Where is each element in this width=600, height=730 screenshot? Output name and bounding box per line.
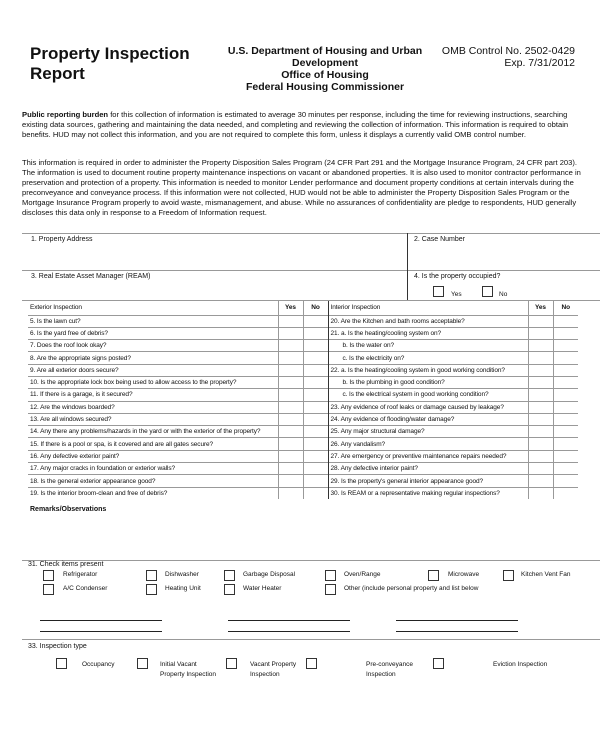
item-checkbox[interactable]: [43, 570, 54, 581]
exterior-no-cell[interactable]: [303, 475, 328, 487]
exterior-no-cell[interactable]: [303, 426, 328, 438]
interior-yes-cell[interactable]: [528, 426, 553, 438]
interior-yes-cell[interactable]: [528, 364, 553, 376]
occupied-label: 4. Is the property occupied?: [414, 273, 501, 280]
item-checkbox[interactable]: [428, 570, 439, 581]
interior-yes-cell[interactable]: [528, 487, 553, 499]
exterior-no-cell[interactable]: [303, 376, 328, 388]
inspection-type-checkbox[interactable]: [56, 658, 67, 669]
exterior-no-cell[interactable]: [303, 315, 328, 327]
exterior-no-cell[interactable]: [303, 463, 328, 475]
table-row: [28, 426, 578, 438]
exterior-question: 14. Any there any problems/hazards in the yard or with the exterior of the property?: [28, 426, 278, 438]
interior-question: 27. Are emergency or preventive maintenance repairs needed?: [328, 450, 528, 462]
interior-no-cell[interactable]: [553, 475, 578, 487]
occupied-no-checkbox[interactable]: [482, 286, 493, 297]
exterior-yes-cell[interactable]: [278, 315, 303, 327]
exterior-yes-cell[interactable]: [278, 413, 303, 425]
exterior-yes-cell[interactable]: [278, 389, 303, 401]
interior-yes-cell[interactable]: [528, 389, 553, 401]
no-header: No: [303, 301, 328, 315]
table-row: [28, 340, 578, 352]
interior-yes-cell[interactable]: [528, 450, 553, 462]
interior-yes-cell[interactable]: [528, 376, 553, 388]
exterior-no-cell[interactable]: [303, 327, 328, 339]
inspection-type-label: Initial Vacant Property Inspection: [160, 661, 217, 678]
item-checkbox[interactable]: [43, 584, 54, 595]
omb-block: [430, 45, 575, 69]
exterior-yes-cell[interactable]: [278, 340, 303, 352]
exterior-question: 17. Any major cracks in foundation or exterior walls?: [28, 463, 278, 475]
interior-question: 30. Is REAM or a representative making regular inspections?: [328, 487, 528, 499]
burden-statement: [22, 110, 582, 140]
exterior-question: 15. If there is a pool or spa, is it covered and are all gates secure?: [28, 438, 278, 450]
exterior-no-cell[interactable]: [303, 450, 328, 462]
table-row: [28, 315, 578, 327]
interior-question: 20. Are the Kitchen and bath rooms acceptable?: [328, 315, 528, 327]
occupied-yes-label: Yes: [451, 291, 462, 298]
interior-no-cell[interactable]: [553, 364, 578, 376]
exterior-question: 6. Is the yard free of debris?: [28, 327, 278, 339]
interior-no-cell[interactable]: [553, 340, 578, 352]
interior-yes-cell[interactable]: [528, 463, 553, 475]
inspection-type-label: Vacant Property Inspection: [250, 661, 297, 678]
inspection-table: [28, 301, 578, 499]
exterior-question: 12. Are the windows boarded?: [28, 401, 278, 413]
interior-yes-cell[interactable]: [528, 315, 553, 327]
interior-no-cell[interactable]: [553, 463, 578, 475]
item-label: Dishwasher: [165, 571, 199, 578]
interior-question: 21. a. Is the heating/cooling system on?: [328, 327, 528, 339]
exterior-no-cell[interactable]: [303, 413, 328, 425]
no-header: No: [553, 301, 578, 315]
interior-no-cell[interactable]: [553, 352, 578, 364]
exterior-yes-cell[interactable]: [278, 450, 303, 462]
remarks-label[interactable]: Remarks/Observations: [30, 506, 107, 513]
table-row: [28, 475, 578, 487]
interior-question: b. Is the plumbing in good condition?: [328, 376, 528, 388]
interior-yes-cell[interactable]: [528, 327, 553, 339]
interior-yes-cell[interactable]: [528, 438, 553, 450]
table-row: [28, 376, 578, 388]
exterior-no-cell[interactable]: [303, 389, 328, 401]
purpose-statement: This information is required in order to administer the Property Disposition Sales Program (24 CFR Part 291 and the Mortgage Insurance Program, 24 CFR part 203). The information is used to document routine property maintenance inspections on vacant or abandoned properties. It is also used to monitor contractor performance in preservation and protection of a property. This information is needed to monitor Lender performance and document property conditions at certain intervals during the preconveyance and conveyance process. If this information were not collected, HUD would not be able to administer the Property Disposition Sales Program or the Mortgage Insurance Program properly to avoid waste, mismanagement, and abuse. While no assurances of confidentiality are pledge to respondents, HUD generally discloses this data only in response to a Freedom of Information request.: [22, 158, 581, 217]
exterior-no-cell[interactable]: [303, 401, 328, 413]
interior-question: 22. a. Is the heating/cooling system in good working condition?: [328, 364, 528, 376]
exterior-yes-cell[interactable]: [278, 438, 303, 450]
table-row: [28, 364, 578, 376]
occupied-no-label: No: [499, 291, 508, 298]
interior-no-cell[interactable]: [553, 327, 578, 339]
exterior-question: 5. Is the lawn cut?: [28, 315, 278, 327]
item-label: Water Heater: [243, 585, 282, 592]
office-name: Office of Housing: [281, 69, 369, 81]
expiration-date: Exp. 7/31/2012: [504, 57, 575, 69]
interior-no-cell[interactable]: [553, 401, 578, 413]
item-checkbox[interactable]: [325, 584, 336, 595]
exterior-question: 10. Is the appropriate lock box being used to allow access to the property?: [28, 376, 278, 388]
divider: [22, 270, 600, 271]
interior-no-cell[interactable]: [553, 450, 578, 462]
agency-name: U.S. Department of Housing and Urban Development: [227, 45, 423, 69]
burden-bold: Public reporting burden: [22, 110, 109, 119]
interior-no-cell[interactable]: [553, 376, 578, 388]
exterior-question: 7. Does the roof look okay?: [28, 340, 278, 352]
divider: [22, 639, 600, 640]
interior-question: c. Is the electricity on?: [328, 352, 528, 364]
table-row: [28, 352, 578, 364]
interior-question: c. Is the electrical system in good working condition?: [328, 389, 528, 401]
table-row: [28, 463, 578, 475]
item-checkbox[interactable]: [224, 584, 235, 595]
occupied-yes-checkbox[interactable]: [433, 286, 444, 297]
omb-control: OMB Control No. 2502-0429: [441, 45, 575, 57]
item-label: Other (include personal property and list below: [344, 585, 479, 592]
interior-yes-cell[interactable]: [528, 352, 553, 364]
interior-no-cell[interactable]: [553, 389, 578, 401]
item-label: Heating Unit: [165, 585, 201, 592]
interior-question: 25. Any major structural damage?: [328, 426, 528, 438]
inspection-type-label: Occupancy: [82, 661, 115, 668]
exterior-yes-cell[interactable]: [278, 426, 303, 438]
items-label: 31. Check items present: [28, 561, 104, 568]
exterior-question: 11. If there is a garage, is it secured?: [28, 389, 278, 401]
exterior-no-cell[interactable]: [303, 364, 328, 376]
item-label: Garbage Disposal: [243, 571, 296, 578]
item-checkbox[interactable]: [325, 570, 336, 581]
interior-question: 28. Any defective interior paint?: [328, 463, 528, 475]
exterior-question: 13. Are all windows secured?: [28, 413, 278, 425]
item-checkbox[interactable]: [503, 570, 514, 581]
exterior-no-cell[interactable]: [303, 352, 328, 364]
agency-block: [225, 45, 425, 93]
interior-question: 23. Any evidence of roof leaks or damage caused by leakage?: [328, 401, 528, 413]
form-title: Property Inspection Report: [30, 44, 190, 83]
divider: [22, 233, 600, 234]
item-checkbox[interactable]: [224, 570, 235, 581]
item-label: Refrigerator: [63, 571, 98, 578]
interior-yes-cell[interactable]: [528, 413, 553, 425]
item-label: Kitchen Vent Fan: [521, 571, 571, 578]
property-address-label[interactable]: 1. Property Address: [31, 236, 93, 243]
inspection-type-checkbox[interactable]: [433, 658, 444, 669]
interior-no-cell[interactable]: [553, 315, 578, 327]
item-label: Microwave: [448, 571, 480, 578]
interior-no-cell[interactable]: [553, 487, 578, 499]
item-checkbox[interactable]: [146, 570, 157, 581]
inspection-type-label: 33. Inspection type: [28, 643, 87, 650]
table-row: [28, 413, 578, 425]
case-number-label[interactable]: 2. Case Number: [414, 236, 465, 243]
interior-question: 26. Any vandalism?: [328, 438, 528, 450]
exterior-yes-cell[interactable]: [278, 463, 303, 475]
table-row: [28, 438, 578, 450]
interior-header: Interior Inspection: [328, 301, 528, 315]
divider: [407, 233, 408, 300]
item-checkbox[interactable]: [146, 584, 157, 595]
yes-header: Yes: [278, 301, 303, 315]
interior-no-cell[interactable]: [553, 426, 578, 438]
exterior-yes-cell[interactable]: [278, 475, 303, 487]
exterior-header: Exterior Inspection: [30, 303, 82, 311]
exterior-yes-cell[interactable]: [278, 401, 303, 413]
divider: [22, 560, 600, 561]
exterior-question: 18. Is the general exterior appearance good?: [28, 475, 278, 487]
item-label: Oven/Range: [344, 571, 381, 578]
exterior-yes-cell[interactable]: [278, 364, 303, 376]
burden-text: for this collection of information is estimated to average 30 minutes per response, including the time for reviewing instructions, searching existing data sources, gathering and maintaining the data needed, and completing and reviewing the collection of information. This information is required to obtain benefits. HUD may not collect this information, and you are not required to complete this form, unless it displays a currently valid OMB control number.: [22, 110, 569, 139]
commissioner-name: Federal Housing Commissioner: [245, 81, 405, 93]
exterior-question: 16. Any defective exterior paint?: [28, 450, 278, 462]
interior-yes-cell[interactable]: [528, 340, 553, 352]
table-row: [28, 450, 578, 462]
table-row: [28, 327, 578, 339]
exterior-question: 19. Is the interior broom-clean and free of debris?: [28, 487, 278, 499]
table-row: [28, 389, 578, 401]
inspection-type-checkbox[interactable]: [137, 658, 148, 669]
interior-question: 29. Is the property's general interior appearance good?: [328, 475, 528, 487]
interior-yes-cell[interactable]: [528, 401, 553, 413]
inspection-type-checkbox[interactable]: [226, 658, 237, 669]
ream-label[interactable]: 3. Real Estate Asset Manager (REAM): [31, 273, 151, 280]
table-row: [28, 487, 578, 499]
table-row: [28, 401, 578, 413]
exterior-yes-cell[interactable]: [278, 352, 303, 364]
exterior-yes-cell[interactable]: [278, 376, 303, 388]
interior-question: 24. Any evidence of flooding/water damage?: [328, 413, 528, 425]
exterior-no-cell[interactable]: [303, 340, 328, 352]
inspection-type-checkbox[interactable]: [306, 658, 317, 669]
exterior-yes-cell[interactable]: [278, 487, 303, 499]
inspection-type-label: Eviction Inspection: [493, 661, 548, 668]
interior-yes-cell[interactable]: [528, 475, 553, 487]
exterior-yes-cell[interactable]: [278, 327, 303, 339]
interior-question: b. Is the water on?: [328, 340, 528, 352]
exterior-question: 8. Are the appropriate signs posted?: [28, 352, 278, 364]
exterior-no-cell[interactable]: [303, 438, 328, 450]
yes-header: Yes: [528, 301, 553, 315]
interior-no-cell[interactable]: [553, 413, 578, 425]
exterior-question: 9. Are all exterior doors secure?: [28, 364, 278, 376]
item-label: A/C Condenser: [63, 585, 108, 592]
inspection-type-label: Pre-conveyance Inspection: [366, 661, 413, 678]
exterior-no-cell[interactable]: [303, 487, 328, 499]
interior-no-cell[interactable]: [553, 438, 578, 450]
